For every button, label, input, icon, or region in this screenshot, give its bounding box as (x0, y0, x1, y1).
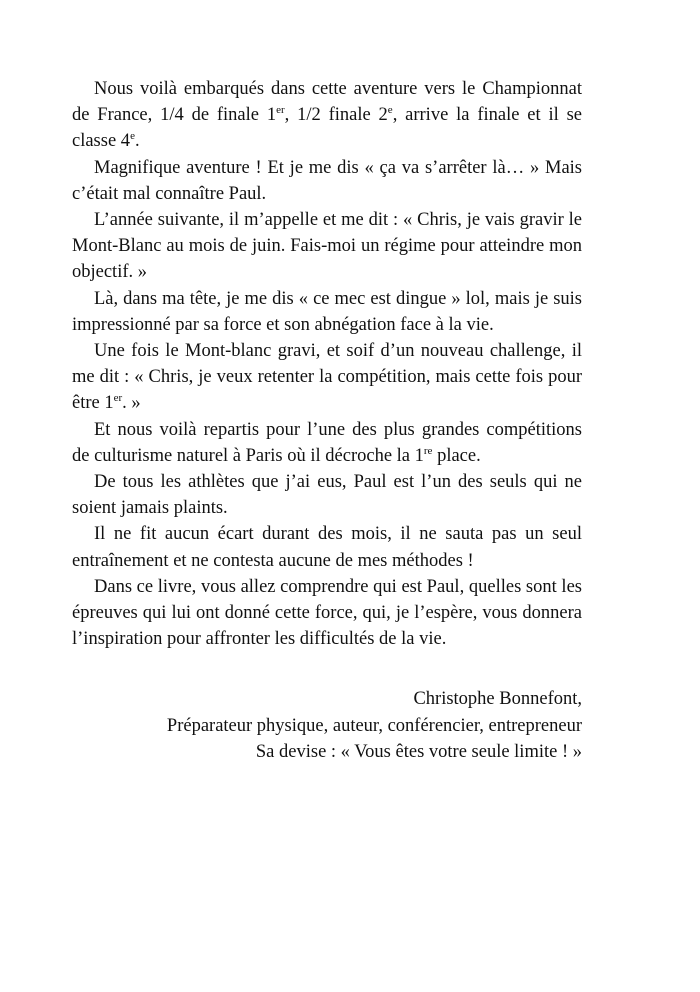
paragraph-discipline: Il ne fit aucun écart durant des mois, il ne sauta pas un seul entraînement et ne contesta aucune de mes méthodes ! (72, 524, 582, 571)
document-body (72, 76, 582, 652)
signature-name: Christophe Bonnefont, (413, 689, 582, 709)
paragraph-athletes: De tous les athlètes que j’ai eus, Paul est l’un des seuls qui ne soient jamais plaints. (72, 472, 582, 519)
signature-titles: Préparateur physique, auteur, conférencier, entrepreneur (166, 715, 582, 736)
paragraph-championnat: Nous voilà embarqués dans cette aventure vers le Championnat de France, 1/4 de finale 1er, 1/2 finale 2e, arrive la finale et il se classe 4e. (72, 79, 582, 152)
paragraph-mont-blanc: L’année suivante, il m’appelle et me dit : « Chris, je vais gravir le Mont-Blanc au mois de juin. Fais-moi un régime pour atteindre mon objectif. » (72, 210, 582, 283)
paragraph-magnifique: Magnifique aventure ! Et je me dis « ça va s’arrêter là… » Mais c’était mal connaître Paul. (72, 157, 582, 204)
paragraph-competition: Une fois le Mont-blanc gravi, et soif d’un nouveau challenge, il me dit : « Chris, je veux retenter la compétition, mais cette fois pour être 1er. » (72, 341, 582, 414)
paragraph-dingue: Là, dans ma tête, je me dis « ce mec est dingue » lol, mais je suis impressionné par sa force et son abnégation face à la vie. (72, 288, 582, 335)
paragraph-livre: Dans ce livre, vous allez comprendre qui est Paul, quelles sont les épreuves qui lui ont donné cette force, qui, je l’espère, vous donnera l’inspiration pour affronter les difficultés de la vie. (72, 576, 582, 650)
paragraph-paris: Et nous voilà repartis pour l’une des plus grandes compétitions de culturisme naturel à Paris où il décroche la 1re place. (72, 419, 582, 466)
signature-motto: Sa devise : « Vous êtes votre seule limite ! » (255, 742, 582, 762)
signature-block (72, 686, 582, 766)
